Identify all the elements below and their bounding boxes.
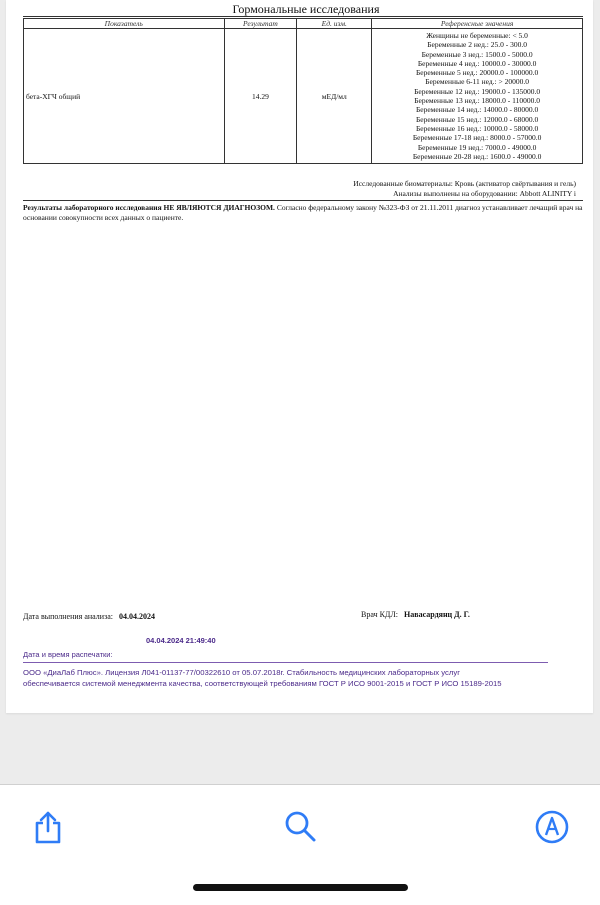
license-info — [23, 667, 583, 689]
reference-line: Беременные 17-18 нед.: 8000.0 - 57000.0 — [412, 133, 542, 143]
reference-line: Беременные 13 нед.: 18000.0 - 110000.0 — [414, 96, 541, 106]
table-header-row — [24, 19, 583, 29]
reference-line: Беременные 19 нед.: 7000.0 - 49000.0 — [417, 142, 537, 152]
print-datetime: 04.04.2024 21:49:40 — [146, 636, 216, 645]
document-page — [6, 0, 593, 713]
biomaterial-note: Исследованные биоматериалы: Кровь (активатор свёртывания и гель) — [353, 179, 576, 188]
home-indicator[interactable] — [193, 884, 408, 891]
disclaimer — [23, 203, 583, 223]
col-header-result: Результат — [224, 19, 297, 29]
table-row — [24, 29, 583, 164]
disclaimer-text: Согласно федеральному закону №323-ФЗ от 21.11.2011 диагноз устанавливает лечащий врач на основании совокупности всех данных о пациенте. — [23, 203, 583, 222]
analysis-date — [23, 612, 155, 621]
reference-line: Женщины не беременные: < 5.0 — [426, 31, 528, 40]
markup-icon — [534, 809, 570, 845]
print-rule — [23, 662, 548, 663]
result-value: 14.29 — [224, 29, 297, 164]
reference-line: Беременные 20-28 нед.: 1600.0 - 49000.0 — [412, 151, 542, 161]
results-table — [23, 18, 583, 164]
disclaimer-bold: Результаты лабораторного исследования НЕ ЯВЛЯЮТСЯ ДИАГНОЗОМ. — [23, 203, 275, 212]
reference-line: Беременные 15 нед.: 12000.0 - 68000.0 — [415, 114, 539, 124]
title-rule — [23, 16, 583, 17]
reference-line: Беременные 12 нед.: 19000.0 - 135000.0 — [414, 86, 541, 96]
search-icon — [282, 809, 318, 845]
reference-line: Беременные 6-11 нед.: > 20000.0 — [425, 77, 529, 87]
analysis-date-value: 04.04.2024 — [119, 612, 155, 621]
col-header-reference: Референсные значения — [372, 19, 583, 29]
indicator-name: бета-ХГЧ общий — [24, 29, 225, 164]
doctor-name: Навасардянц Д. Г. — [404, 610, 470, 619]
reference-line: Беременные 16 нед.: 10000.0 - 58000.0 — [415, 123, 539, 133]
doctor-label: Врач КДЛ: — [361, 610, 399, 619]
markup-button[interactable] — [534, 809, 570, 845]
report-title: Гормональные исследования — [232, 2, 380, 16]
reference-values — [372, 29, 583, 164]
analysis-date-label: Дата выполнения анализа: — [23, 612, 113, 621]
section-divider — [23, 200, 583, 201]
print-label: Дата и время распечатки: — [23, 650, 113, 659]
license-line-2: обеспечивается системой менеджмента качества, соответствующей требованиям ГОСТ Р ИСО 9001-2015 и ГОСТ Р ИСО 15189-2015 — [23, 679, 502, 688]
col-header-indicator: Показатель — [24, 19, 225, 29]
share-icon — [30, 809, 66, 845]
equipment-note: Анализы выполнены на оборудовании: Abbott ALINITY i — [393, 189, 576, 198]
reference-line: Беременные 4 нед.: 10000.0 - 30000.0 — [417, 58, 537, 68]
search-button[interactable] — [282, 809, 318, 845]
col-header-unit: Ед. изм. — [297, 19, 372, 29]
reference-line: Беременные 14 нед.: 14000.0 - 80000.0 — [415, 105, 539, 115]
share-button[interactable] — [30, 809, 66, 845]
reference-line: Беременные 3 нед.: 1500.0 - 5000.0 — [421, 49, 533, 59]
reference-line: Беременные 2 нед.: 25.0 - 300.0 — [427, 40, 528, 50]
doctor-signature — [361, 610, 470, 619]
unit-value: мЕД/мл — [297, 29, 372, 164]
reference-line: Беременные 5 нед.: 20000.0 - 100000.0 — [415, 68, 539, 78]
license-line-1: ООО «ДиаЛаб Плюс». Лицензия Л041-01137-77/00322610 от 05.07.2018г. Стабильность медицинских лабораторных услуг — [23, 668, 461, 677]
